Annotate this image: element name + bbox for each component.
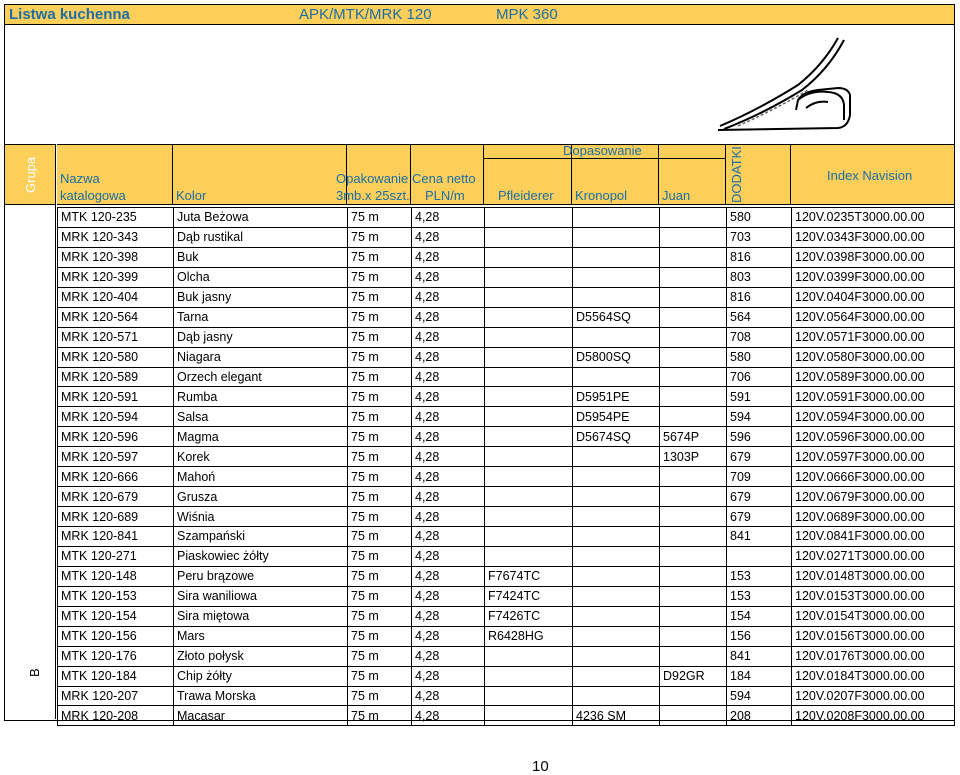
cell-catalog-name: MTK 120-153 [58, 586, 174, 606]
cell-packaging: 75 m [348, 247, 412, 267]
cell-color: Olcha [174, 267, 348, 287]
cell-packaging: 75 m [348, 447, 412, 467]
cell-dodatki: 564 [727, 307, 792, 327]
cell-kronopol: D5951PE [573, 387, 660, 407]
cell-catalog-name: MRK 120-564 [58, 307, 174, 327]
cell-price: 4,28 [412, 287, 485, 307]
cell-index-navision: 120V.0399F3000.00.00 [792, 267, 955, 287]
cell-kronopol [573, 507, 660, 527]
cell-price: 4,28 [412, 208, 485, 228]
cell-dodatki: 184 [727, 666, 792, 686]
cell-color: Buk jasny [174, 287, 348, 307]
cell-dodatki: 594 [727, 407, 792, 427]
cell-packaging: 75 m [348, 566, 412, 586]
header-kolor-label: Kolor [176, 188, 207, 203]
cell-juan [660, 407, 727, 427]
cell-packaging: 75 m [348, 487, 412, 507]
cell-packaging: 75 m [348, 586, 412, 606]
cell-juan: 5674P [660, 427, 727, 447]
cell-pfleiderer [485, 507, 573, 527]
table-row [58, 686, 955, 706]
table-row [58, 706, 955, 726]
cell-kronopol [573, 447, 660, 467]
cell-juan [660, 487, 727, 507]
header-cena-line2: PLN/m [425, 188, 465, 203]
cell-dodatki: 816 [727, 287, 792, 307]
cell-kronopol [573, 287, 660, 307]
cell-index-navision: 120V.0154T3000.00.00 [792, 606, 955, 626]
table-row [58, 546, 955, 566]
cell-juan [660, 247, 727, 267]
cell-pfleiderer: F7674TC [485, 566, 573, 586]
cell-index-navision: 120V.0591F3000.00.00 [792, 387, 955, 407]
cell-color: Złoto połysk [174, 646, 348, 666]
cell-kronopol [573, 247, 660, 267]
cell-index-navision: 120V.0596F3000.00.00 [792, 427, 955, 447]
cell-price: 4,28 [412, 227, 485, 247]
cell-packaging: 75 m [348, 387, 412, 407]
table-row [58, 427, 955, 447]
cell-packaging: 75 m [348, 507, 412, 527]
cell-color: Mahoń [174, 467, 348, 487]
cell-index-navision: 120V.0564F3000.00.00 [792, 307, 955, 327]
cell-price: 4,28 [412, 686, 485, 706]
cell-kronopol [573, 467, 660, 487]
cell-packaging: 75 m [348, 427, 412, 447]
header-dodatki-label: DODATKI [729, 146, 744, 203]
cell-catalog-name: MRK 120-841 [58, 527, 174, 547]
cell-index-navision: 120V.0571F3000.00.00 [792, 327, 955, 347]
cell-packaging: 75 m [348, 666, 412, 686]
cell-dodatki: 153 [727, 566, 792, 586]
cell-kronopol [573, 367, 660, 387]
cell-juan [660, 586, 727, 606]
cell-pfleiderer: R6428HG [485, 626, 573, 646]
cell-color: Chip żółty [174, 666, 348, 686]
dopasowanie-divider [484, 158, 725, 159]
cell-dodatki: 153 [727, 586, 792, 606]
cell-price: 4,28 [412, 706, 485, 726]
cell-color: Tarna [174, 307, 348, 327]
header-nazwa-line1: Nazwa [60, 171, 100, 186]
cell-kronopol [573, 546, 660, 566]
cell-index-navision: 120V.0666F3000.00.00 [792, 467, 955, 487]
cell-index-navision: 120V.0594F3000.00.00 [792, 407, 955, 427]
cell-juan [660, 646, 727, 666]
group-cell [5, 205, 56, 719]
header-opakowanie-line2: 3mb.x 25szt. [336, 188, 410, 203]
cell-color: Piaskowiec żółty [174, 546, 348, 566]
cell-pfleiderer [485, 387, 573, 407]
cell-packaging: 75 m [348, 606, 412, 626]
cell-color: Dąb rustikal [174, 227, 348, 247]
cell-color: Korek [174, 447, 348, 467]
table-row [58, 327, 955, 347]
cell-catalog-name: MTK 120-154 [58, 606, 174, 626]
cell-price: 4,28 [412, 347, 485, 367]
cell-catalog-name: MRK 120-398 [58, 247, 174, 267]
header-nazwa-line2: katalogowa [60, 188, 126, 203]
cell-kronopol [573, 267, 660, 287]
cell-juan [660, 227, 727, 247]
cell-price: 4,28 [412, 307, 485, 327]
cell-catalog-name: MTK 120-176 [58, 646, 174, 666]
cell-price: 4,28 [412, 606, 485, 626]
cell-catalog-name: MRK 120-597 [58, 447, 174, 467]
cell-dodatki: 596 [727, 427, 792, 447]
header-opakowanie-line1: Opakowanie [336, 171, 409, 186]
cell-color: Szampański [174, 527, 348, 547]
cell-catalog-name: MRK 120-404 [58, 287, 174, 307]
cell-index-navision: 120V.0343F3000.00.00 [792, 227, 955, 247]
cell-catalog-name: MTK 120-271 [58, 546, 174, 566]
cell-juan [660, 307, 727, 327]
header-pfleiderer-label: Pfleiderer [498, 188, 554, 203]
table-row [58, 227, 955, 247]
cell-price: 4,28 [412, 527, 485, 547]
header-cena-line1: Cena netto [412, 171, 476, 186]
title-bar [5, 5, 954, 25]
cell-price: 4,28 [412, 646, 485, 666]
table-row [58, 586, 955, 606]
cell-pfleiderer [485, 307, 573, 327]
cell-index-navision: 120V.0184T3000.00.00 [792, 666, 955, 686]
cell-pfleiderer [485, 427, 573, 447]
cell-packaging: 75 m [348, 307, 412, 327]
cell-juan [660, 287, 727, 307]
cell-kronopol [573, 487, 660, 507]
cell-packaging: 75 m [348, 626, 412, 646]
cell-pfleiderer [485, 467, 573, 487]
cell-index-navision: 120V.0207F3000.00.00 [792, 686, 955, 706]
cell-index-navision: 120V.0597F3000.00.00 [792, 447, 955, 467]
table-row [58, 287, 955, 307]
header-nazwa [57, 145, 173, 204]
cell-juan [660, 626, 727, 646]
header-kronopol-label: Kronopol [575, 188, 628, 203]
cell-price: 4,28 [412, 487, 485, 507]
cell-kronopol: D5564SQ [573, 307, 660, 327]
cell-price: 4,28 [412, 247, 485, 267]
table-row [58, 347, 955, 367]
cell-dodatki: 841 [727, 527, 792, 547]
cell-kronopol [573, 527, 660, 547]
cell-juan [660, 686, 727, 706]
header-juan [659, 145, 726, 204]
cell-color: Orzech elegant [174, 367, 348, 387]
cell-dodatki [727, 546, 792, 566]
cell-catalog-name: MRK 120-571 [58, 327, 174, 347]
cell-pfleiderer [485, 347, 573, 367]
cell-color: Trawa Morska [174, 686, 348, 706]
table-row [58, 606, 955, 626]
cell-juan [660, 208, 727, 228]
cell-kronopol: D5674SQ [573, 427, 660, 447]
cell-dodatki: 154 [727, 606, 792, 626]
cell-index-navision: 120V.0271T3000.00.00 [792, 546, 955, 566]
cell-pfleiderer [485, 327, 573, 347]
cell-dodatki: 703 [727, 227, 792, 247]
cell-color: Dąb jasny [174, 327, 348, 347]
cell-price: 4,28 [412, 387, 485, 407]
page-number: 10 [532, 758, 549, 775]
cell-index-navision: 120V.0176T3000.00.00 [792, 646, 955, 666]
cell-juan [660, 566, 727, 586]
profile-drawing [698, 30, 873, 134]
cell-index-navision: 120V.0580F3000.00.00 [792, 347, 955, 367]
cell-color: Buk [174, 247, 348, 267]
section-title: Listwa kuchenna [9, 6, 130, 23]
cell-packaging: 75 m [348, 327, 412, 347]
cell-dodatki: 208 [727, 706, 792, 726]
cell-kronopol [573, 606, 660, 626]
cell-juan [660, 267, 727, 287]
cell-catalog-name: MRK 120-208 [58, 706, 174, 726]
table-row [58, 646, 955, 666]
cell-kronopol [573, 646, 660, 666]
table-row [58, 626, 955, 646]
cell-pfleiderer [485, 487, 573, 507]
cell-index-navision: 120V.0153T3000.00.00 [792, 586, 955, 606]
cell-packaging: 75 m [348, 287, 412, 307]
cell-dodatki: 591 [727, 387, 792, 407]
cell-index-navision: 120V.0841F3000.00.00 [792, 527, 955, 547]
cell-juan [660, 327, 727, 347]
cell-packaging: 75 m [348, 527, 412, 547]
table-row [58, 387, 955, 407]
table-row [58, 527, 955, 547]
cell-catalog-name: MRK 120-399 [58, 267, 174, 287]
header-cena [411, 145, 484, 204]
table-row [58, 447, 955, 467]
cell-pfleiderer [485, 527, 573, 547]
cell-pfleiderer [485, 208, 573, 228]
header-opakowanie [336, 145, 411, 204]
cell-price: 4,28 [412, 626, 485, 646]
cell-index-navision: 120V.0208F3000.00.00 [792, 706, 955, 726]
cell-pfleiderer: F7426TC [485, 606, 573, 626]
group-header-label: Grupa [23, 156, 38, 193]
model2-title: MPK 360 [496, 6, 558, 23]
cell-catalog-name: MTK 120-235 [58, 208, 174, 228]
cell-dodatki: 708 [727, 327, 792, 347]
cell-price: 4,28 [412, 427, 485, 447]
cell-pfleiderer [485, 546, 573, 566]
cell-kronopol [573, 686, 660, 706]
cell-juan [660, 706, 727, 726]
cell-packaging: 75 m [348, 267, 412, 287]
cell-packaging: 75 m [348, 467, 412, 487]
cell-catalog-name: MRK 120-343 [58, 227, 174, 247]
cell-juan: D92GR [660, 666, 727, 686]
cell-catalog-name: MRK 120-679 [58, 487, 174, 507]
cell-color: Niagara [174, 347, 348, 367]
cell-dodatki: 594 [727, 686, 792, 706]
cell-catalog-name: MRK 120-207 [58, 686, 174, 706]
table-row [58, 467, 955, 487]
cell-pfleiderer [485, 227, 573, 247]
cell-dodatki: 709 [727, 467, 792, 487]
table-row [58, 487, 955, 507]
cell-packaging: 75 m [348, 546, 412, 566]
cell-price: 4,28 [412, 507, 485, 527]
cell-packaging: 75 m [348, 407, 412, 427]
cell-dodatki: 679 [727, 507, 792, 527]
cell-kronopol [573, 227, 660, 247]
cell-pfleiderer [485, 666, 573, 686]
cell-packaging: 75 m [348, 347, 412, 367]
header-dopasowanie-label: Dopasowanie [563, 143, 642, 158]
cell-index-navision: 120V.0398F3000.00.00 [792, 247, 955, 267]
cell-color: Juta Beżowa [174, 208, 348, 228]
cell-color: Sira waniliowa [174, 586, 348, 606]
cell-price: 4,28 [412, 407, 485, 427]
product-table [57, 207, 955, 726]
cell-catalog-name: MRK 120-589 [58, 367, 174, 387]
cell-index-navision: 120V.0235T3000.00.00 [792, 208, 955, 228]
cell-color: Sira miętowa [174, 606, 348, 626]
table-row [58, 267, 955, 287]
cell-pfleiderer [485, 646, 573, 666]
cell-dodatki: 580 [727, 208, 792, 228]
cell-catalog-name: MRK 120-580 [58, 347, 174, 367]
cell-dodatki: 580 [727, 347, 792, 367]
cell-catalog-name: MTK 120-184 [58, 666, 174, 686]
cell-price: 4,28 [412, 327, 485, 347]
cell-color: Grusza [174, 487, 348, 507]
cell-color: Peru brązowe [174, 566, 348, 586]
cell-pfleiderer [485, 706, 573, 726]
cell-juan [660, 367, 727, 387]
cell-juan [660, 347, 727, 367]
cell-pfleiderer [485, 367, 573, 387]
cell-juan [660, 546, 727, 566]
cell-dodatki: 679 [727, 487, 792, 507]
cell-juan: 1303P [660, 447, 727, 467]
cell-kronopol: 4236 SM [573, 706, 660, 726]
cell-color: Rumba [174, 387, 348, 407]
cell-pfleiderer: F7424TC [485, 586, 573, 606]
group-label: B [27, 668, 42, 677]
cell-index-navision: 120V.0148T3000.00.00 [792, 566, 955, 586]
cell-index-navision: 120V.0689F3000.00.00 [792, 507, 955, 527]
cell-juan [660, 467, 727, 487]
cell-color: Wiśnia [174, 507, 348, 527]
cell-juan [660, 527, 727, 547]
cell-index-navision: 120V.0404F3000.00.00 [792, 287, 955, 307]
table-header [57, 144, 954, 205]
cell-color: Salsa [174, 407, 348, 427]
table-row [58, 507, 955, 527]
cell-juan [660, 387, 727, 407]
cell-price: 4,28 [412, 267, 485, 287]
cell-packaging: 75 m [348, 367, 412, 387]
cell-index-navision: 120V.0679F3000.00.00 [792, 487, 955, 507]
cell-index-navision: 120V.0156T3000.00.00 [792, 626, 955, 646]
cell-dodatki: 706 [727, 367, 792, 387]
cell-packaging: 75 m [348, 227, 412, 247]
cell-index-navision: 120V.0589F3000.00.00 [792, 367, 955, 387]
cell-dodatki: 803 [727, 267, 792, 287]
cell-kronopol [573, 666, 660, 686]
cell-catalog-name: MRK 120-596 [58, 427, 174, 447]
table-row [58, 208, 955, 228]
cell-price: 4,28 [412, 566, 485, 586]
table-row [58, 666, 955, 686]
cell-kronopol: D5800SQ [573, 347, 660, 367]
cell-kronopol [573, 208, 660, 228]
cell-price: 4,28 [412, 467, 485, 487]
cell-kronopol [573, 586, 660, 606]
table-row [58, 566, 955, 586]
cell-kronopol [573, 566, 660, 586]
cell-pfleiderer [485, 407, 573, 427]
cell-dodatki: 156 [727, 626, 792, 646]
cell-catalog-name: MRK 120-591 [58, 387, 174, 407]
cell-juan [660, 507, 727, 527]
header-pfleiderer [484, 145, 572, 204]
cell-catalog-name: MRK 120-689 [58, 507, 174, 527]
group-header-cell [5, 144, 56, 205]
cell-packaging: 75 m [348, 208, 412, 228]
cell-catalog-name: MTK 120-148 [58, 566, 174, 586]
cell-juan [660, 606, 727, 626]
table-row [58, 407, 955, 427]
cell-pfleiderer [485, 267, 573, 287]
cell-price: 4,28 [412, 586, 485, 606]
cell-color: Mars [174, 626, 348, 646]
cell-packaging: 75 m [348, 686, 412, 706]
cell-catalog-name: MRK 120-594 [58, 407, 174, 427]
cell-dodatki: 679 [727, 447, 792, 467]
cell-color: Magma [174, 427, 348, 447]
cell-kronopol [573, 327, 660, 347]
cell-price: 4,28 [412, 447, 485, 467]
table-row [58, 247, 955, 267]
table-row [58, 367, 955, 387]
cell-catalog-name: MRK 120-666 [58, 467, 174, 487]
cell-price: 4,28 [412, 666, 485, 686]
header-index-label: Index Navision [827, 168, 913, 183]
cell-dodatki: 816 [727, 247, 792, 267]
header-juan-label: Juan [662, 188, 691, 203]
header-dodatki [726, 145, 791, 204]
cell-price: 4,28 [412, 546, 485, 566]
header-kolor [173, 145, 347, 204]
cell-dodatki: 841 [727, 646, 792, 666]
cell-catalog-name: MTK 120-156 [58, 626, 174, 646]
cell-packaging: 75 m [348, 646, 412, 666]
cell-pfleiderer [485, 287, 573, 307]
cell-pfleiderer [485, 447, 573, 467]
cell-color: Macasar [174, 706, 348, 726]
table-row [58, 307, 955, 327]
cell-price: 4,28 [412, 367, 485, 387]
cell-kronopol: D5954PE [573, 407, 660, 427]
cell-packaging: 75 m [348, 706, 412, 726]
cell-pfleiderer [485, 247, 573, 267]
models-title: APK/MTK/MRK 120 [299, 6, 432, 23]
cell-kronopol [573, 626, 660, 646]
cell-pfleiderer [485, 686, 573, 706]
